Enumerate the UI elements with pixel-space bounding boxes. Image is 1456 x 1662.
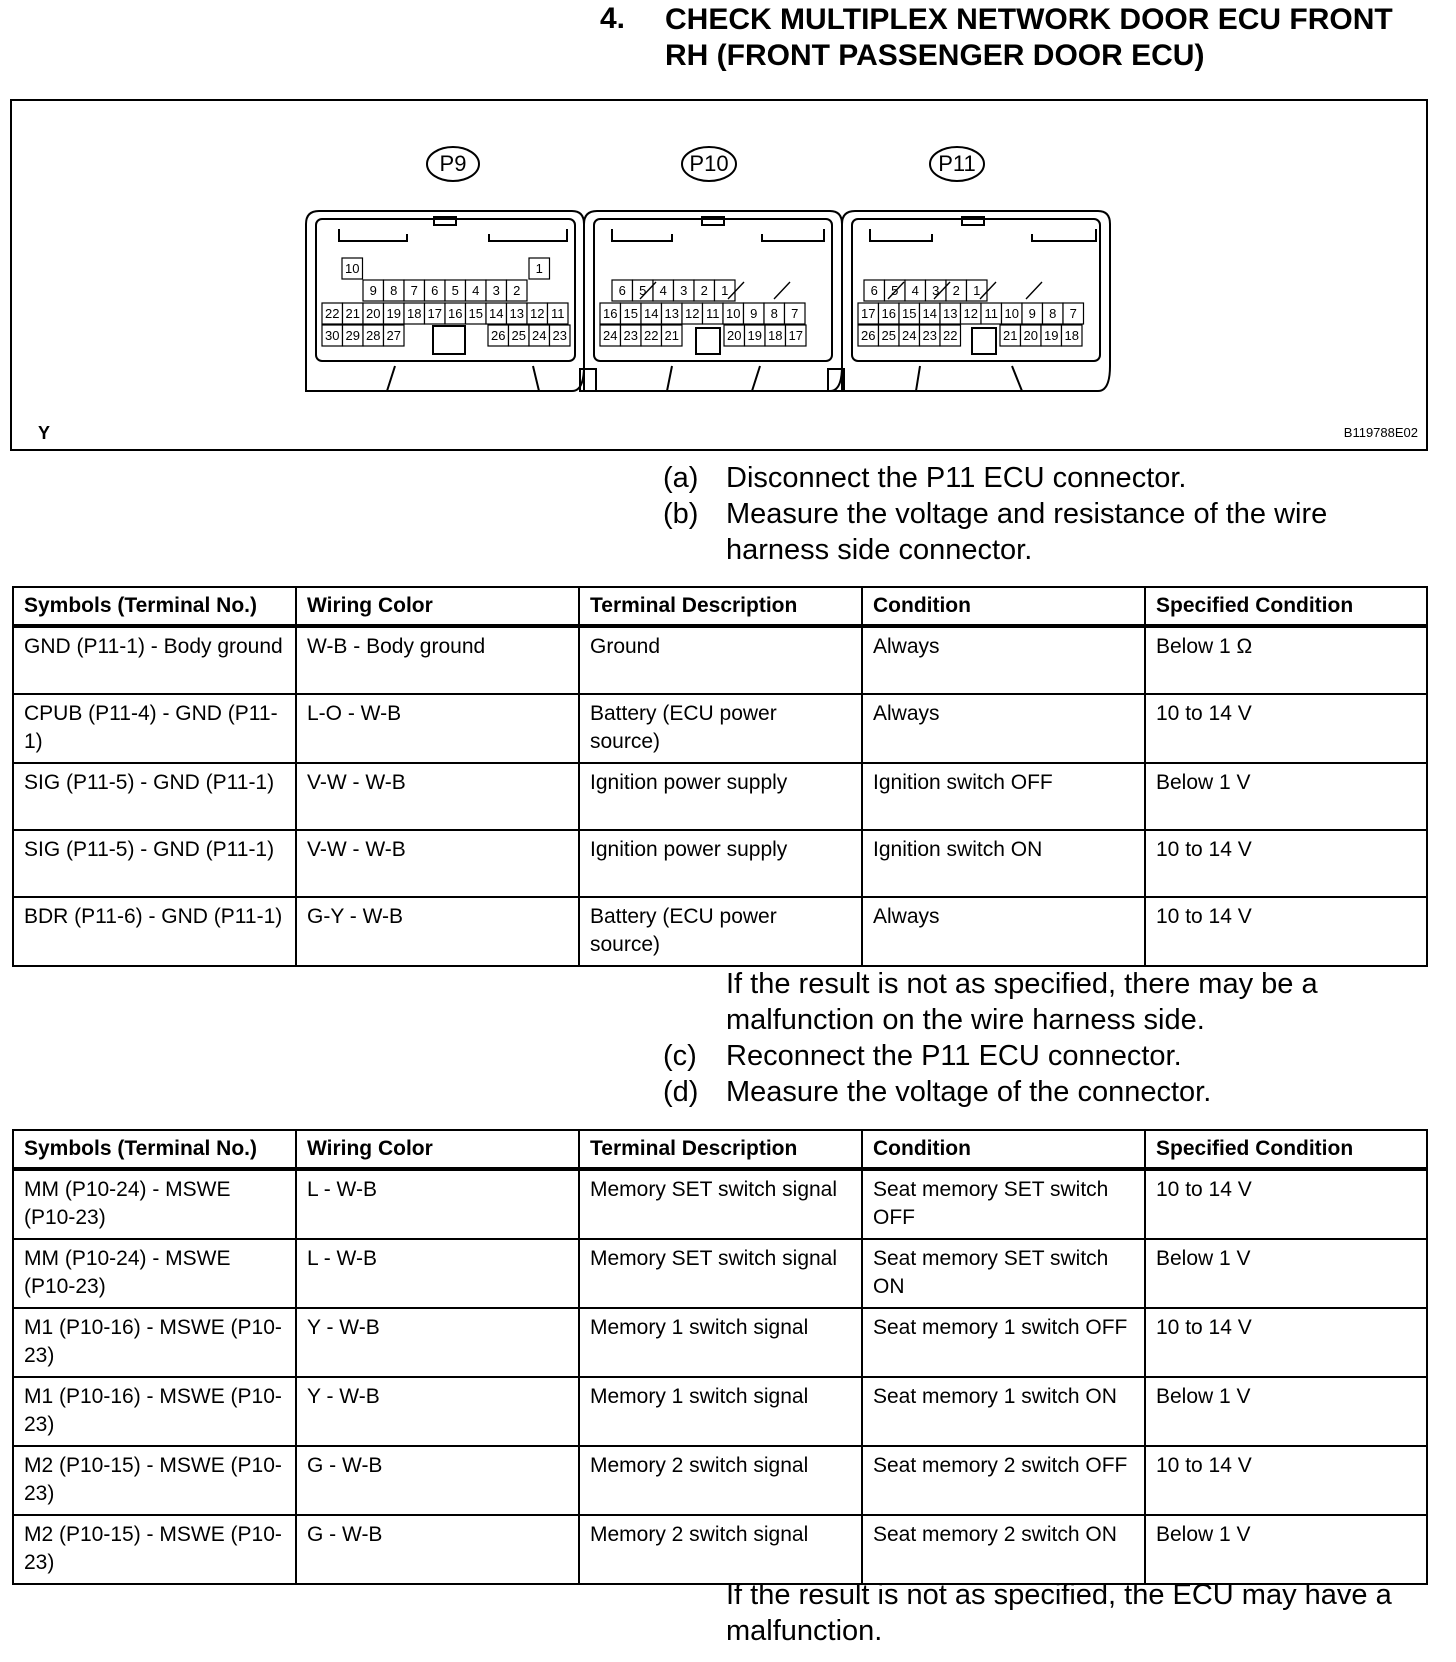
cell-wiring-color: G-Y - W-B — [296, 897, 579, 966]
cell-symbols: M1 (P10-16) - MSWE (P10-23) — [13, 1377, 296, 1446]
cell-specified-condition: 10 to 14 V — [1145, 1169, 1427, 1239]
cell-wiring-color: W-B - Body ground — [296, 626, 579, 694]
instruction-text: Reconnect the P11 ECU connector. — [726, 1040, 1182, 1072]
table-row — [13, 763, 1427, 830]
pin-number: 19 — [1044, 328, 1059, 343]
pin-number: 8 — [1049, 306, 1057, 321]
cell-condition: Always — [862, 694, 1145, 763]
cell-wiring-color: L-O - W-B — [296, 694, 579, 763]
cell-symbols: M1 (P10-16) - MSWE (P10-23) — [13, 1308, 296, 1377]
pin-number: 9 — [369, 283, 377, 298]
cell-symbols: MM (P10-24) - MSWE (P10-23) — [13, 1169, 296, 1239]
pin-number: 19 — [747, 328, 762, 343]
cell-condition: Always — [862, 626, 1145, 694]
pin-number: 5 — [451, 283, 459, 298]
pin-number: 9 — [1028, 306, 1036, 321]
cell-wiring-color: L - W-B — [296, 1239, 579, 1308]
connector-voltage-table — [12, 1129, 1428, 1585]
cell-terminal-description: Ignition power supply — [579, 763, 862, 830]
cell-terminal-description: Memory 2 switch signal — [579, 1515, 862, 1584]
pin-number: 28 — [366, 328, 381, 343]
pin-number: 3 — [932, 283, 940, 298]
pin-number: 22 — [325, 306, 340, 321]
pin-number: 21 — [345, 306, 360, 321]
cell-terminal-description: Memory 1 switch signal — [579, 1377, 862, 1446]
cell-symbols: SIG (P11-5) - GND (P11-1) — [13, 830, 296, 897]
pin-number: 5 — [891, 283, 899, 298]
pin-number: 1 — [721, 283, 729, 298]
table-row — [13, 1239, 1427, 1308]
instruction-text: Measure the voltage of the connector. — [726, 1076, 1212, 1108]
pin-number: 13 — [664, 306, 679, 321]
pin-number: 26 — [491, 328, 506, 343]
cell-specified-condition: 10 to 14 V — [1145, 694, 1427, 763]
pin-number: 6 — [431, 283, 439, 298]
pin-number: 30 — [325, 328, 340, 343]
cell-condition: Seat memory 2 switch OFF — [862, 1446, 1145, 1515]
pin-number: 11 — [706, 306, 720, 321]
cell-symbols: M2 (P10-15) - MSWE (P10-23) — [13, 1515, 296, 1584]
pin-number: 10 — [1004, 306, 1019, 321]
pin-number: 11 — [551, 306, 565, 321]
pin-number: 13 — [509, 306, 524, 321]
cell-condition: Ignition switch ON — [862, 830, 1145, 897]
col-header-symbols: Symbols (Terminal No.) — [13, 1130, 296, 1169]
cell-condition: Seat memory SET switch OFF — [862, 1169, 1145, 1239]
instruction-letter: (d) — [663, 1076, 699, 1108]
cell-terminal-description: Memory SET switch signal — [579, 1169, 862, 1239]
pin-number: 3 — [492, 283, 500, 298]
p9-label: P9 — [439, 151, 467, 176]
cell-terminal-description: Memory SET switch signal — [579, 1239, 862, 1308]
pin-number: 20 — [727, 328, 742, 343]
cell-condition: Ignition switch OFF — [862, 763, 1145, 830]
pin-number: 20 — [1023, 328, 1038, 343]
pin-number: 4 — [911, 283, 919, 298]
pin-number: 10 — [345, 261, 360, 276]
pin-number: 25 — [511, 328, 526, 343]
cell-symbols: SIG (P11-5) - GND (P11-1) — [13, 763, 296, 830]
pin-number: 16 — [603, 306, 618, 321]
p10-label: P10 — [689, 151, 729, 176]
cell-terminal-description: Battery (ECU power source) — [579, 694, 862, 763]
table-row — [13, 626, 1427, 694]
pin-number: 5 — [639, 283, 647, 298]
pin-number: 22 — [943, 328, 958, 343]
cell-specified-condition: 10 to 14 V — [1145, 1446, 1427, 1515]
cell-wiring-color: L - W-B — [296, 1169, 579, 1239]
cell-specified-condition: Below 1 V — [1145, 1377, 1427, 1446]
pin-number: 14 — [922, 306, 937, 321]
pin-number: 16 — [881, 306, 896, 321]
cell-symbols: BDR (P11-6) - GND (P11-1) — [13, 897, 296, 966]
cell-terminal-description: Memory 2 switch signal — [579, 1446, 862, 1515]
pin-number: 1 — [535, 261, 543, 276]
pin-number: 19 — [386, 306, 401, 321]
pin-number: 6 — [870, 283, 878, 298]
pin-number: 17 — [788, 328, 803, 343]
cell-condition: Seat memory 1 switch ON — [862, 1377, 1145, 1446]
pin-number: 8 — [770, 306, 778, 321]
connector-diagram — [12, 101, 1426, 449]
col-header-condition: Condition — [862, 587, 1145, 626]
figure-id: B119788E02 — [1343, 425, 1418, 440]
pin-number: 26 — [861, 328, 876, 343]
figure-corner-label: Y — [38, 423, 51, 443]
cell-condition: Seat memory SET switch ON — [862, 1239, 1145, 1308]
col-header-specified-condition: Specified Condition — [1145, 587, 1427, 626]
cell-wiring-color: V-W - W-B — [296, 763, 579, 830]
pin-number: 1 — [973, 283, 981, 298]
pin-number: 2 — [700, 283, 708, 298]
pin-number: 20 — [366, 306, 381, 321]
pin-number: 14 — [489, 306, 504, 321]
cell-specified-condition: 10 to 14 V — [1145, 897, 1427, 966]
instruction-letter: (a) — [663, 462, 699, 494]
pin-number: 22 — [644, 328, 659, 343]
harness-check-table — [12, 586, 1428, 967]
pin-number: 13 — [943, 306, 958, 321]
table-row — [13, 1169, 1427, 1239]
table-header-row — [13, 587, 1427, 626]
col-header-specified-condition: Specified Condition — [1145, 1130, 1427, 1169]
pin-number: 3 — [680, 283, 688, 298]
cell-symbols: M2 (P10-15) - MSWE (P10-23) — [13, 1446, 296, 1515]
cell-wiring-color: Y - W-B — [296, 1308, 579, 1377]
pin-number: 21 — [1003, 328, 1018, 343]
pin-number: 9 — [750, 306, 758, 321]
table-row — [13, 1377, 1427, 1446]
col-header-symbols: Symbols (Terminal No.) — [13, 587, 296, 626]
cell-condition: Always — [862, 897, 1145, 966]
col-header-wiring-color: Wiring Color — [296, 587, 579, 626]
pin-number: 2 — [952, 283, 960, 298]
pin-number: 12 — [530, 306, 545, 321]
pin-number: 14 — [644, 306, 659, 321]
table-row — [13, 1308, 1427, 1377]
cell-symbols: GND (P11-1) - Body ground — [13, 626, 296, 694]
cell-symbols: CPUB (P11-4) - GND (P11-1) — [13, 694, 296, 763]
p11-label: P11 — [938, 151, 976, 176]
pin-number: 7 — [410, 283, 418, 298]
cell-specified-condition: Below 1 V — [1145, 1239, 1427, 1308]
cell-terminal-description: Ground — [579, 626, 862, 694]
cell-terminal-description: Memory 1 switch signal — [579, 1308, 862, 1377]
cell-wiring-color: V-W - W-B — [296, 830, 579, 897]
pin-number: 24 — [603, 328, 618, 343]
pin-number: 6 — [618, 283, 626, 298]
pin-number: 15 — [623, 306, 638, 321]
pin-number: 24 — [532, 328, 547, 343]
cell-terminal-description: Ignition power supply — [579, 830, 862, 897]
result-note-harness: If the result is not as specified, there may be a malfunction on the wire harness side. — [726, 968, 1318, 1036]
pin-number: 12 — [685, 306, 700, 321]
cell-symbols: MM (P10-24) - MSWE (P10-23) — [13, 1239, 296, 1308]
table-header-row — [13, 1130, 1427, 1169]
cell-specified-condition: 10 to 14 V — [1145, 1308, 1427, 1377]
pin-number: 18 — [768, 328, 783, 343]
col-header-wiring-color: Wiring Color — [296, 1130, 579, 1169]
col-header-terminal-description: Terminal Description — [579, 587, 862, 626]
cell-specified-condition: Below 1 V — [1145, 763, 1427, 830]
connector-figure — [10, 99, 1428, 451]
pin-number: 25 — [881, 328, 896, 343]
cell-specified-condition: 10 to 14 V — [1145, 830, 1427, 897]
table-row — [13, 830, 1427, 897]
table-row — [13, 1446, 1427, 1515]
col-header-condition: Condition — [862, 1130, 1145, 1169]
pin-number: 27 — [386, 328, 401, 343]
cell-wiring-color: Y - W-B — [296, 1377, 579, 1446]
step-title: CHECK MULTIPLEX NETWORK DOOR ECU FRONT RH (FRONT PASSENGER DOOR ECU) — [665, 3, 1393, 72]
pin-number: 23 — [623, 328, 638, 343]
pin-number: 7 — [791, 306, 799, 321]
pin-number: 2 — [513, 283, 521, 298]
pin-number: 4 — [659, 283, 667, 298]
pin-number: 11 — [984, 306, 998, 321]
table-row — [13, 897, 1427, 966]
pin-number: 15 — [902, 306, 917, 321]
pin-number: 23 — [922, 328, 937, 343]
pin-number: 12 — [963, 306, 978, 321]
cell-condition: Seat memory 1 switch OFF — [862, 1308, 1145, 1377]
pin-number: 18 — [1064, 328, 1079, 343]
empty-cavity-mark — [1026, 282, 1042, 299]
pin-number: 16 — [448, 306, 463, 321]
instruction-letter: (b) — [663, 498, 699, 530]
cell-specified-condition: Below 1 V — [1145, 1515, 1427, 1584]
result-note-ecu: If the result is not as specified, the ECU may have a malfunction. — [726, 1579, 1392, 1647]
instruction-text: Measure the voltage and resistance of the wire harness side connector. — [726, 498, 1328, 566]
cell-wiring-color: G - W-B — [296, 1515, 579, 1584]
pin-number: 4 — [472, 283, 480, 298]
pin-number: 15 — [468, 306, 483, 321]
table-row — [13, 1515, 1427, 1584]
cell-wiring-color: G - W-B — [296, 1446, 579, 1515]
cell-specified-condition: Below 1 Ω — [1145, 626, 1427, 694]
pin-number: 24 — [902, 328, 917, 343]
cell-condition: Seat memory 2 switch ON — [862, 1515, 1145, 1584]
pin-number: 29 — [345, 328, 360, 343]
instruction-letter: (c) — [663, 1040, 697, 1072]
pin-number: 7 — [1069, 306, 1077, 321]
pin-number: 18 — [407, 306, 422, 321]
pin-number: 21 — [664, 328, 679, 343]
step-number: 4. — [600, 2, 626, 35]
pin-number: 17 — [861, 306, 876, 321]
table-row — [13, 694, 1427, 763]
pin-number: 8 — [390, 283, 398, 298]
pin-number: 10 — [726, 306, 741, 321]
cell-terminal-description: Battery (ECU power source) — [579, 897, 862, 966]
pin-number: 23 — [552, 328, 567, 343]
empty-cavity-mark — [774, 282, 790, 299]
pin-number: 17 — [427, 306, 442, 321]
instruction-text: Disconnect the P11 ECU connector. — [726, 462, 1187, 494]
col-header-terminal-description: Terminal Description — [579, 1130, 862, 1169]
